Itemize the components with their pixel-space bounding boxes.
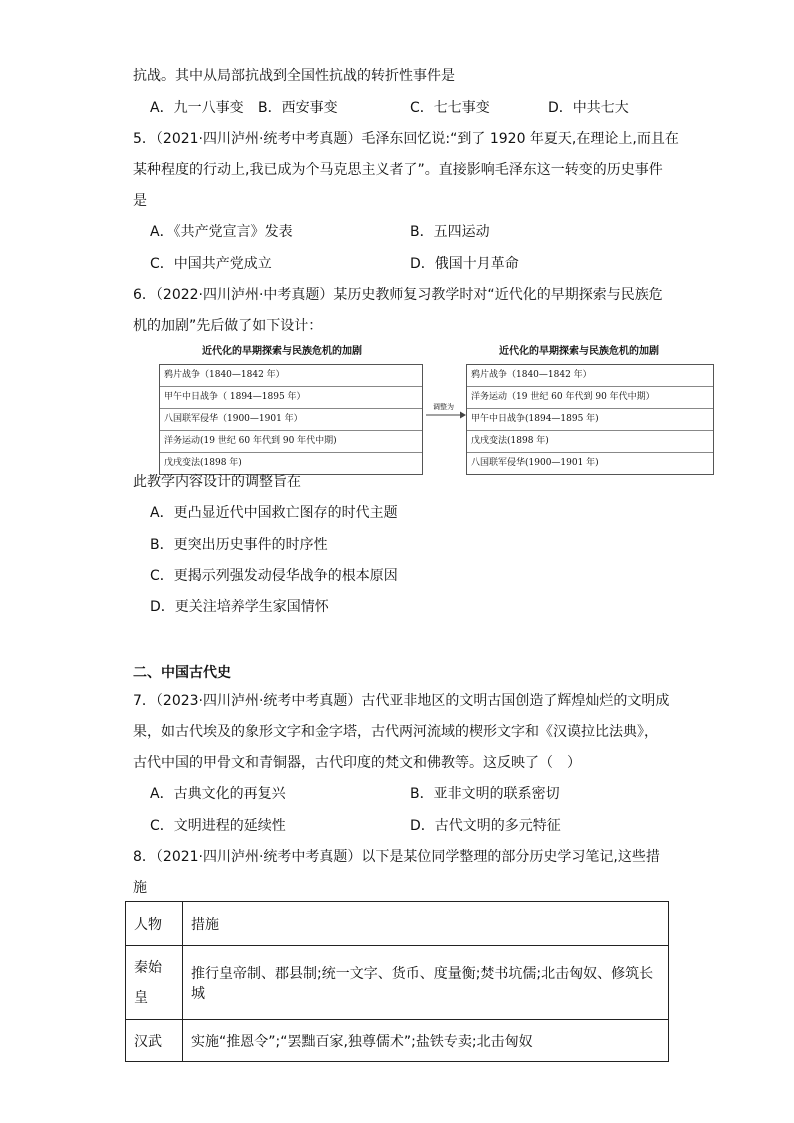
q6-question: 此教学内容设计的调整旨在 <box>133 474 301 490</box>
q6-diagram-right-title: 近代化的早期探索与民族危机的加剧 <box>499 346 659 357</box>
table-row <box>126 1020 669 1062</box>
notes-table <box>125 901 669 1062</box>
q7-line3: 古代中国的甲骨文和青铜器，古代印度的梵文和佛教等。这反映了（ ） <box>133 755 581 771</box>
q7-line2: 果，如古代埃及的象形文字和金字塔，古代两河流域的楔形文字和《汉谟拉比法典》， <box>133 724 658 740</box>
q6-line1: 6．（2022·四川泸州·中考真题）某历史教师复习教学时对“近代化的早期探索与民族危 <box>133 287 663 303</box>
section-title: 二、中国古代史 <box>133 665 231 681</box>
q5-option-d: D．俄国十月革命 <box>410 256 519 272</box>
right-row: 戊戌变法(1898 年) <box>467 430 713 452</box>
right-row: 鸦片战争（1840—1842 年） <box>471 370 592 380</box>
q4-option-c: C．七七事变 <box>410 100 490 116</box>
q6-diagram-left-title: 近代化的早期探索与民族危机的加剧 <box>202 346 362 357</box>
table-cell-measures: 推行皇帝制、郡县制;统一文字、货币、度量衡;焚书坑儒;北击匈奴、修筑长城 <box>183 946 669 1020</box>
table-header-row <box>126 902 669 946</box>
q7-option-c: C．文明进程的延续性 <box>150 818 286 834</box>
q6-diagram-left-box <box>159 364 423 475</box>
left-row: 八国联军侵华（1900—1901 年） <box>160 408 422 430</box>
q5-option-c: C．中国共产党成立 <box>150 256 272 272</box>
q4-stem-tail: 抗战。其中从局部抗战到全国性抗战的转折性事件是 <box>133 68 455 84</box>
q7-line1: 7．（2023·四川泸州·统考中考真题）古代亚非地区的文明古国创造了辉煌灿烂的文明成 <box>133 693 670 709</box>
q6-option-c: C．更揭示列强发动侵华战争的根本原因 <box>150 568 398 584</box>
q5-line2: 某种程度的行动上,我已成为个马克思主义者了”。直接影响毛泽东这一转变的历史事件 <box>133 162 663 178</box>
left-row: 甲午中日战争（ 1894—1895 年） <box>160 386 422 408</box>
table-row <box>126 946 669 1020</box>
q5-option-a: A．《共产党宣言》发表 <box>150 224 293 240</box>
q6-arrow-label: 调整为 <box>433 403 454 411</box>
q4-option-a: A．九一八事变 <box>150 100 244 116</box>
table-cell-person: 秦始皇 <box>126 946 183 1020</box>
q4-option-d: D．中共七大 <box>548 100 629 116</box>
q6-diagram <box>154 338 717 468</box>
q5-option-b: B．五四运动 <box>410 224 490 240</box>
right-arrow-icon <box>426 410 466 420</box>
right-row: 洋务运动（19 世纪 60 年代到 90 年代中期） <box>467 386 713 408</box>
q6-option-a: A．更凸显近代中国救亡图存的时代主题 <box>150 505 398 521</box>
left-row: 洋务运动(19 世纪 60 年代到 90 年代中期) <box>160 430 422 452</box>
left-row: 戊戌变法(1898 年) <box>160 452 422 474</box>
q6-option-d: D．更关注培养学生家国情怀 <box>150 599 329 615</box>
q4-option-b: B．西安事变 <box>258 100 338 116</box>
q8-line2: 施 <box>133 880 147 896</box>
table-cell-person: 汉武 <box>126 1020 183 1062</box>
q7-option-d: D．古代文明的多元特征 <box>410 818 561 834</box>
q7-option-b: B．亚非文明的联系密切 <box>410 786 560 802</box>
q6-diagram-right-box <box>466 364 714 475</box>
q5-line3: 是 <box>133 193 147 209</box>
table-header-cell: 措施 <box>183 902 669 946</box>
q7-option-a: A．古典文化的再复兴 <box>150 786 286 802</box>
q6-line2: 机的加剧”先后做了如下设计： <box>133 318 323 334</box>
right-row: 八国联军侵华(1900—1901 年) <box>467 452 713 474</box>
left-row: 鸦片战争（1840—1842 年） <box>164 370 285 380</box>
q5-line1: 5．（2021·四川泸州·统考中考真题）毛泽东回忆说:“到了 1920 年夏天,在理论上,而且在 <box>133 131 679 147</box>
table-cell-measures: 实施“推恩令”;“罢黜百家,独尊儒术”;盐铁专卖;北击匈奴 <box>183 1020 669 1062</box>
q6-option-b: B．更突出历史事件的时序性 <box>150 537 328 553</box>
table-header-cell: 人物 <box>126 902 183 946</box>
q8-line1: 8．（2021·四川泸州·统考中考真题）以下是某位同学整理的部分历史学习笔记,这些措 <box>133 849 660 865</box>
right-row: 甲午中日战争(1894—1895 年) <box>467 408 713 430</box>
